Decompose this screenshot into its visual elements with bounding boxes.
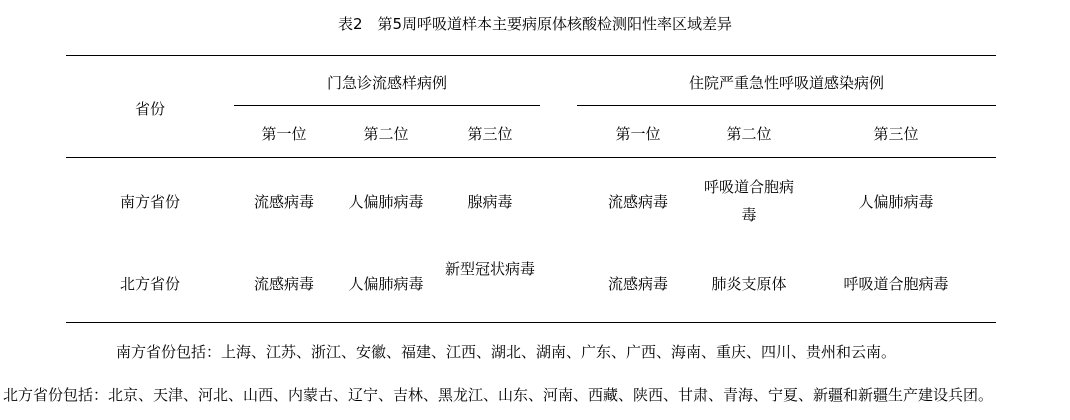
rank-header: 第一位 bbox=[261, 125, 307, 143]
table-cell: 流感病毒 bbox=[253, 193, 314, 211]
rank-header: 第一位 bbox=[615, 125, 661, 143]
table-cell: 腺病毒 bbox=[467, 193, 513, 211]
header-bottom-rule bbox=[66, 157, 996, 158]
table-cell: 呼吸道合胞病毒 bbox=[704, 178, 795, 224]
rank-header: 第二位 bbox=[726, 125, 772, 143]
group-underline-outpatient bbox=[234, 105, 540, 106]
table-cell: 肺炎支原体 bbox=[711, 275, 787, 293]
table-cell: 呼吸道合胞病毒 bbox=[843, 275, 949, 293]
group-header-inpatient: 住院严重急性呼吸道感染病例 bbox=[688, 74, 884, 92]
table-cell: 人偏肺病毒 bbox=[348, 275, 424, 293]
row-header-province: 省份 bbox=[134, 100, 165, 118]
region-label: 南方省份 bbox=[119, 193, 180, 211]
group-header-outpatient: 门急诊流感样病例 bbox=[326, 74, 447, 92]
table-top-rule bbox=[66, 55, 996, 56]
table-bottom-rule bbox=[66, 322, 996, 323]
table-cell: 人偏肺病毒 bbox=[858, 193, 934, 211]
rank-header: 第三位 bbox=[467, 125, 513, 143]
table-cell: 人偏肺病毒 bbox=[348, 193, 424, 211]
rank-header: 第三位 bbox=[873, 125, 919, 143]
table-cell: 新型冠状病毒 bbox=[444, 260, 535, 278]
south-provinces-note: 南方省份包括：上海、江苏、浙江、安徽、福建、江西、湖北、湖南、广东、广西、海南、重庆、四川、贵州和云南。 bbox=[116, 343, 897, 361]
group-underline-inpatient bbox=[577, 105, 996, 106]
table-cell: 流感病毒 bbox=[253, 275, 314, 293]
table-title: 表2 第5周呼吸道样本主要病原体核酸检测阳性率区域差异 bbox=[337, 15, 733, 33]
rank-header: 第二位 bbox=[363, 125, 409, 143]
table-cell: 流感病毒 bbox=[607, 193, 668, 211]
region-label: 北方省份 bbox=[119, 275, 180, 293]
table-cell: 流感病毒 bbox=[607, 275, 668, 293]
north-provinces-note: 北方省份包括：北京、天津、河北、山西、内蒙古、辽宁、吉林、黑龙江、山东、河南、西藏、陕西、甘肃、青海、宁夏、新疆和新疆生产建设兵团。 bbox=[3, 386, 994, 404]
